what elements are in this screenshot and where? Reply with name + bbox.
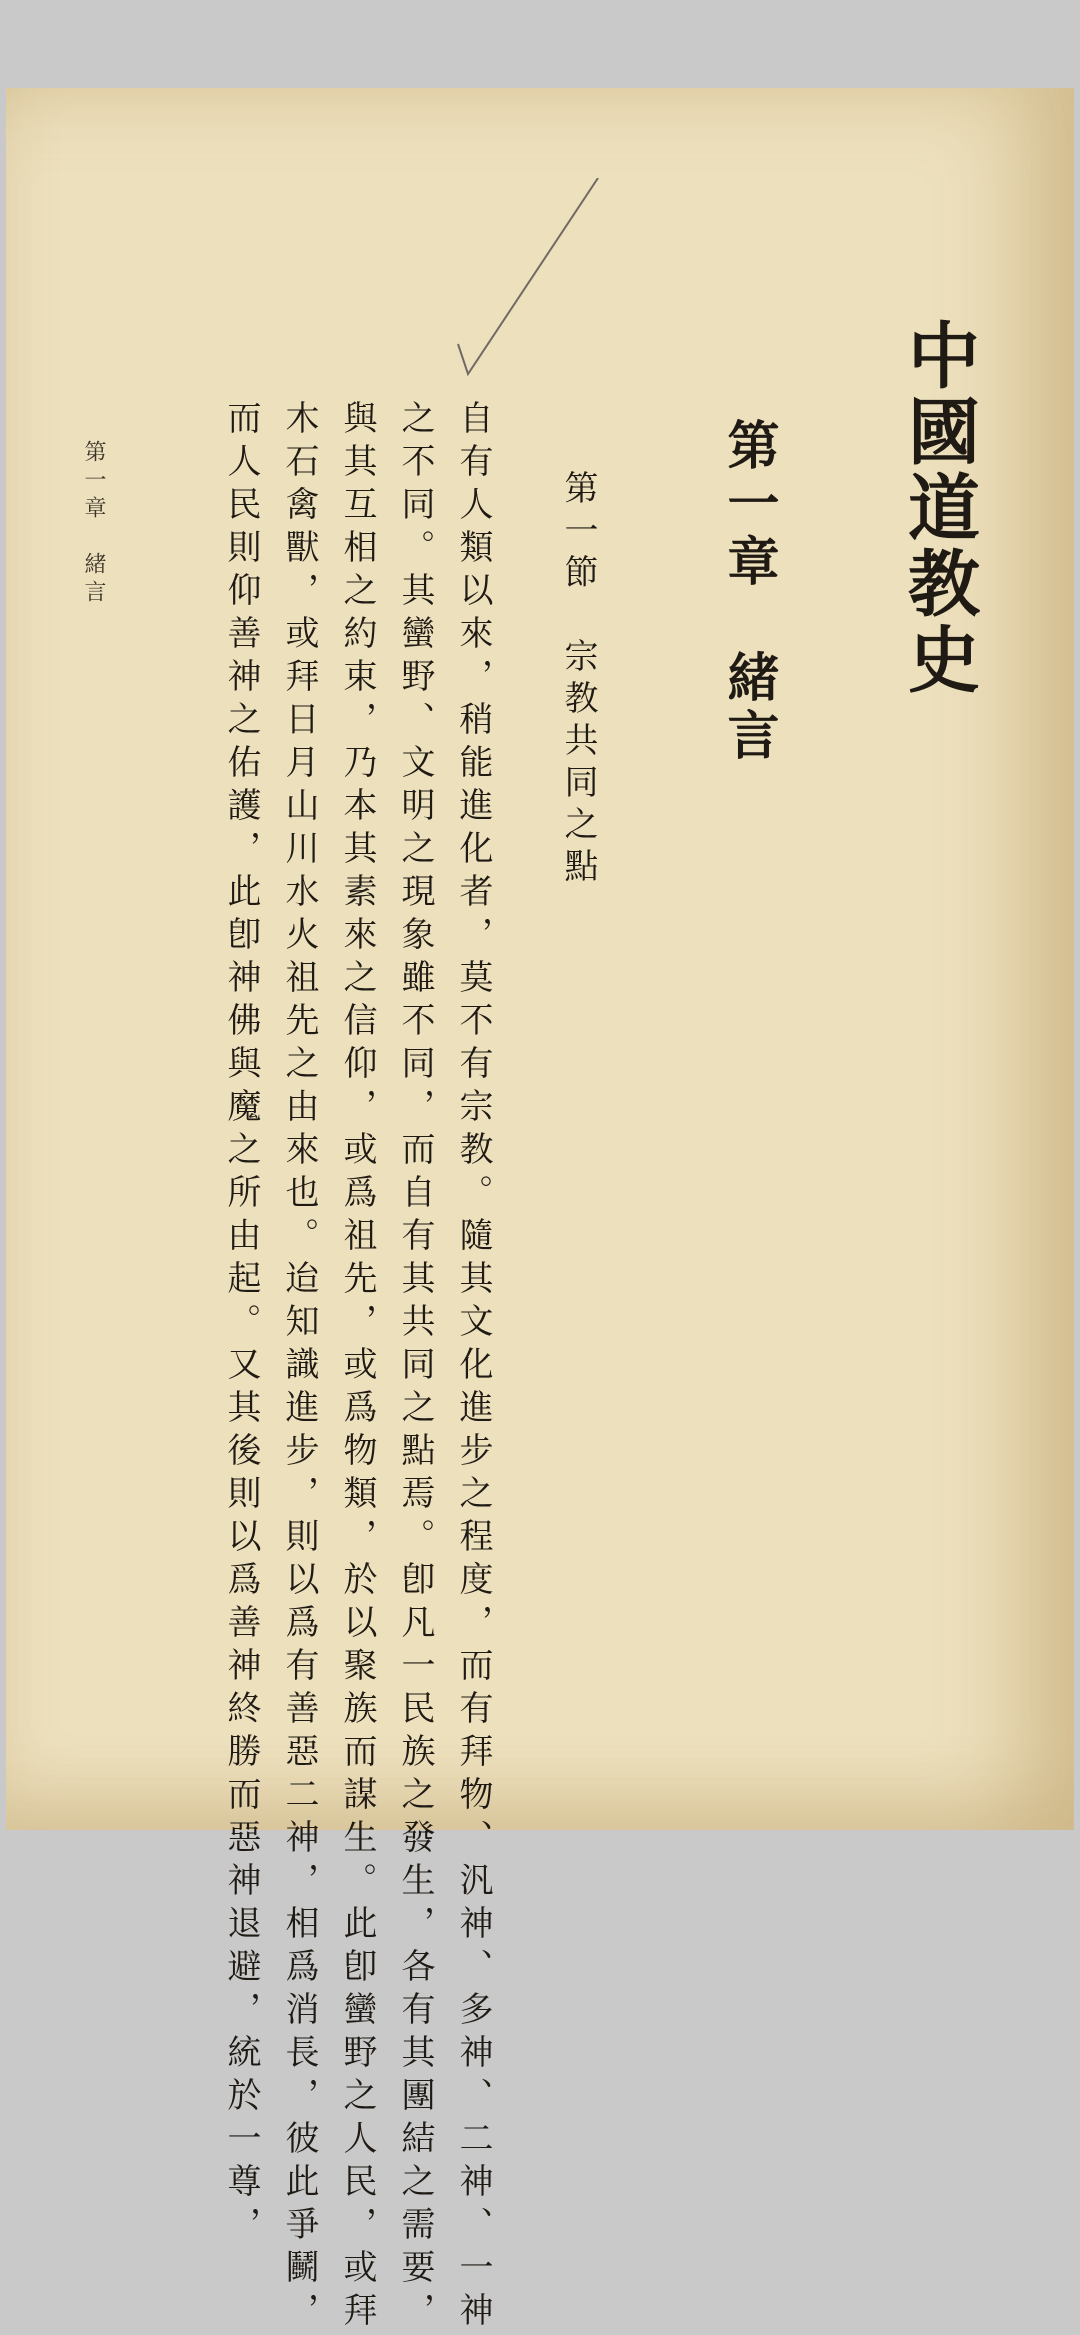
- book-title: 中國道教史: [896, 318, 981, 698]
- chapter-heading: 第一章 緒言: [718, 418, 779, 766]
- body-line-4: 木石禽獸，或拜日月山川水火祖先之由來也。迨知識進步，則以爲有善惡二神，相爲消長，彼此爭鬭，: [279, 400, 319, 2335]
- body-line-5: 而人民則仰善神之佑護，此卽神佛與魔之所由起。又其後則以爲善神終勝而惡神退避，統於一尊，: [221, 400, 261, 2249]
- book-page: [6, 88, 1074, 2335]
- running-footer: 第一章 緒言: [81, 440, 106, 608]
- body-line-1: 自有人類以來，稍能進化者，莫不有宗教。隨其文化進步之程度，而有拜物、汎神、多神、二神、一神: [453, 400, 493, 2335]
- body-line-2: 之不同。其蠻野、文明之現象雖不同，而自有其共同之點焉。卽凡一民族之發生，各有其團結之需要，: [395, 400, 435, 2335]
- body-line-3: 與其互相之約束，乃本其素來之信仰，或爲祖先，或爲物類，於以聚族而謀生。此卽蠻野之人民，或拜: [337, 400, 377, 2335]
- section-heading: 第一節 宗教共同之點: [558, 470, 598, 890]
- pencil-checkmark: [446, 178, 606, 388]
